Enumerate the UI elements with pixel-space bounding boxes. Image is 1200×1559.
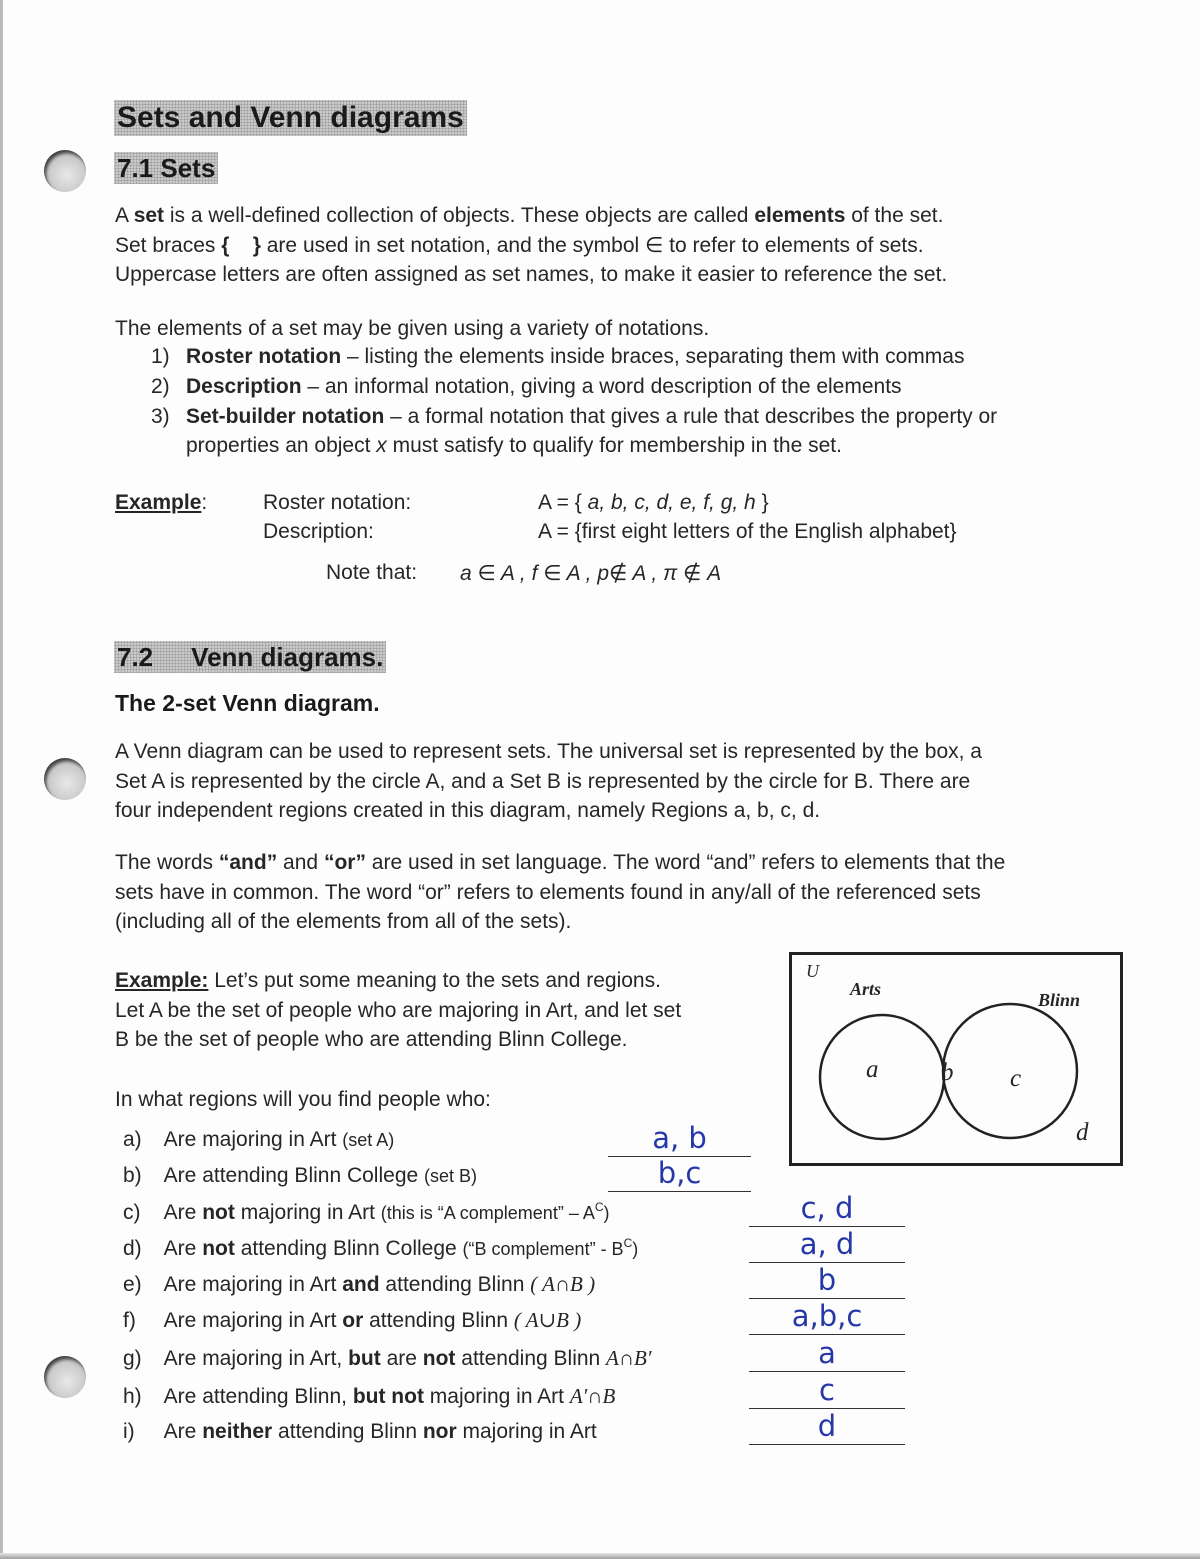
list-number: 2): [151, 375, 170, 398]
questions-intro: In what regions will you find people who:: [115, 1088, 491, 1111]
circle-arts: [820, 1015, 944, 1139]
list-item: Set-builder notation – a formal notation that gives a rule that describes the property or: [186, 405, 998, 428]
punch-hole: [44, 1356, 86, 1398]
question-e: e) Are majoring in Art and attending Blinn ( A∩B ): [123, 1272, 596, 1296]
region-b-label: b: [941, 1059, 954, 1086]
answer-c[interactable]: c, d: [749, 1190, 905, 1227]
question-h: h) Are attending Blinn, but not majoring in Art A′∩B: [123, 1384, 616, 1408]
venn-diagram: [789, 952, 1123, 1166]
question-i: i) Are neither attending Blinn nor majoring in Art: [123, 1420, 597, 1443]
universe-label: U: [806, 961, 819, 981]
section-heading-venn: 7.2 Venn diagrams.: [114, 641, 386, 673]
set-b-label: Blinn: [1038, 990, 1081, 1010]
region-c-label: c: [1010, 1065, 1022, 1092]
section-heading-sets: 7.1 Sets: [114, 152, 218, 184]
answer-b[interactable]: b,c: [608, 1155, 751, 1192]
venn-example-paragraph: Example: Let’s put some meaning to the sets and regions. Let A be the set of people who are majoring in Art, and let set B be the set of people who are attending Blinn College.: [115, 969, 682, 1051]
note-label: Note that:: [326, 561, 418, 584]
punch-hole: [44, 150, 86, 192]
list-item: Description – an informal notation, giving a word description of the elements: [186, 375, 902, 398]
question-d: d) Are not attending Blinn College (“B complement” - $B^C$): [123, 1236, 639, 1260]
answer-d[interactable]: a, d: [749, 1226, 905, 1263]
question-g: g) Are majoring in Art, but are not attending Blinn A∩B′: [123, 1346, 652, 1370]
and-or-paragraph: The words “and” and “or” are used in set language. The word “and” refers to elements that the sets have in common. The word “or” refers to elements found in any/all of the referenced sets (including all of the elements from all of the sets).: [115, 851, 1006, 933]
answer-f[interactable]: a,b,c: [749, 1298, 905, 1335]
roster-label: Roster notation:: [263, 491, 412, 514]
set-a-label: Arts: [850, 979, 882, 999]
question-b: b) Are attending Blinn College (set B): [123, 1164, 478, 1187]
sets-intro-paragraph: A set is a well-defined collection of objects. These objects are called elements of the set. Set braces { } are used in set notation, and the symbol ∈ to refer to elements of sets. Uppercase letters are often assigned as set names, to make it easier to reference the set.: [115, 204, 948, 286]
question-a: a) Are majoring in Art (set A): [123, 1128, 395, 1151]
answer-h[interactable]: c: [749, 1372, 905, 1409]
answer-i[interactable]: d: [749, 1408, 905, 1445]
roster-value: A = { a, b, c, d, e, f, g, h }: [538, 491, 769, 514]
venn-intro-paragraph: A Venn diagram can be used to represent sets. The universal set is represented by the box, a Set A is represented by the circle A, and a Set B is represented by the circle for B. There are four independent regions created in this diagram, namely Regions a, b, c, d.: [115, 740, 982, 822]
list-number: 3): [151, 405, 170, 428]
answer-a[interactable]: a, b: [608, 1120, 751, 1157]
question-c: c) Are not majoring in Art (this is “A complement” – $A^C$): [123, 1200, 610, 1224]
region-d-label: d: [1076, 1119, 1089, 1146]
punch-hole: [44, 758, 86, 800]
page-title: Sets and Venn diagrams: [114, 100, 467, 136]
answer-g[interactable]: a: [749, 1335, 905, 1372]
subheading-two-set-venn: The 2-set Venn diagram.: [115, 690, 380, 716]
page-bottom-edge: [0, 1553, 1200, 1559]
notations-intro: The elements of a set may be given using a variety of notations.: [115, 317, 710, 340]
question-f: f) Are majoring in Art or attending Blinn ( A∪B ): [123, 1308, 582, 1332]
page-left-edge: [0, 0, 3, 1559]
region-a-label: a: [866, 1056, 879, 1083]
list-number: 1): [151, 345, 170, 368]
description-label: Description:: [263, 520, 374, 543]
list-item-continuation: properties an object x must satisfy to qualify for membership in the set.: [186, 434, 842, 457]
example-label: Example:: [115, 491, 208, 514]
note-value: a ∈ A , f ∈ A , p∉ A , π ∉ A: [460, 562, 722, 585]
description-value: A = {first eight letters of the English alphabet}: [538, 520, 957, 543]
list-item: Roster notation – listing the elements inside braces, separating them with commas: [186, 345, 965, 368]
answer-e[interactable]: b: [749, 1262, 905, 1299]
venn-circles: [792, 955, 1120, 1163]
